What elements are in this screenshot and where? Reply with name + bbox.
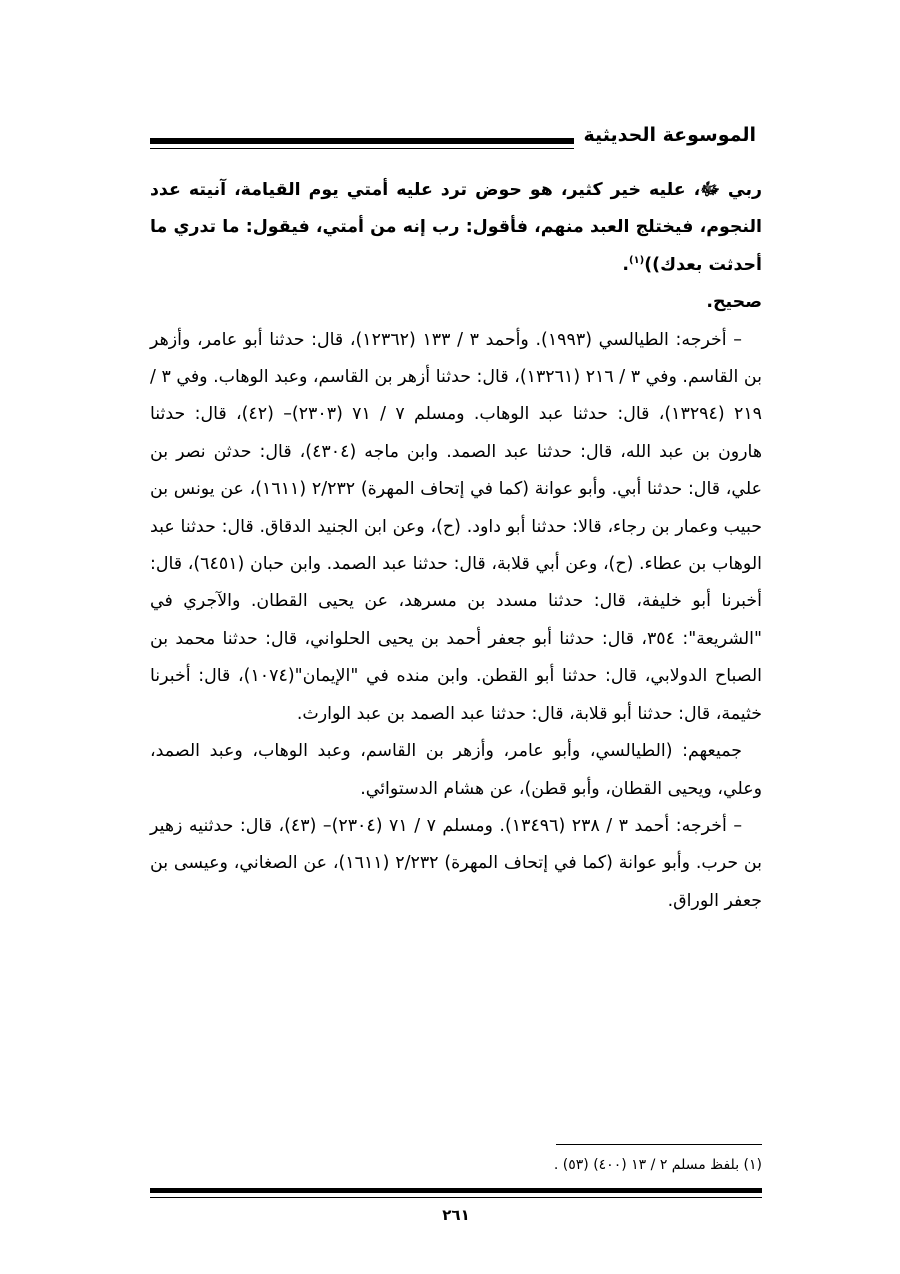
footer-rule-thick	[150, 1188, 762, 1193]
footnote: (١) بلفظ مسلم ٢ / ١٣ (٤٠٠) (٥٣) .	[553, 1157, 762, 1173]
document-page	[150, 0, 762, 1274]
footer-rule-thin	[150, 1197, 762, 1198]
footnote-separator	[556, 1144, 762, 1145]
hadith-line-3: أحدثت بعدك))	[644, 254, 762, 275]
takhrij-paragraph-1: – أخرجه: الطيالسي (١٩٩٣). وأحمد ٣ / ١٣٣ (١٢٣٦٢)، قال: حدثنا أبو عامر، وأزهر بن القاسم. وفي ٣ / ٢١٦ (١٣٢٦١)، قال: حدثنا أزهر بن القاسم، وعبد الوهاب. وفي ٣ / ٢١٩ (١٣٢٩٤)، قال: حدثنا عبد الوهاب. ومسلم ٧ / ٧١ (٢٣٠٣)– (٤٢)، قال: حدثنا هارون بن عبد الله، قال: حدثنا عبد الصمد. وابن ماجه (٤٣٠٤)، قال: حدثن نصر بن علي، قال: حدثنا أبي. وأبو عوانة (كما في إتحاف المهرة) ٢/٢٣٢ (١٦١١)، عن يونس بن حبيب وعمار بن رجاء، قالا: حدثنا أبو داود. (ح)، وعن ابن الجنيد الدقاق. قال: حدثنا عبد الوهاب بن عطاء. (ح)، وعن أبي قلابة، قال: حدثنا عبد الصمد. وابن حبان (٦٤٥١)، قال: أخبرنا أبو خليفة، قال: حدثنا مسدد بن مسرهد، عن يحيى القطان. والآجري في "الشريعة": ٣٥٤، قال: حدثنا أبو جعفر أحمد بن يحيى الحلواني، قال: حدثنا محمد بن الصباح الدولابي، قال: حدثنا أبو القطن. وابن منده في "الإيمان"(١٠٧٤)، قال: أخبرنا خثيمة، قال: حدثنا أبو قلابة، قال: حدثنا عبد الصمد بن عبد الوارث.	[150, 329, 763, 724]
header-title: الموسوعة الحديثية	[574, 120, 763, 150]
hadith-line-2: النجوم، فيختلج العبد منهم، فأقول: رب إنه من أمتي، فيقول: ما تدري ما	[150, 217, 762, 238]
page-header	[150, 118, 762, 158]
hadith-end: .	[622, 254, 629, 275]
hadith-grade: صحيح.	[706, 292, 762, 313]
hadith-line-1: ربي ﷻ، عليه خير كثير، هو حوض ترد عليه أمتي يوم القيامة، آنيته عدد	[150, 180, 762, 200]
hadith-text	[150, 172, 762, 284]
takhrij-paragraph-3: – أخرجه: أحمد ٣ / ٢٣٨ (١٣٤٩٦). ومسلم ٧ / ٧١ (٢٣٠٤)– (٤٣)، قال: حدثنيه زهير بن حرب. وأبو عوانة (كما في إتحاف المهرة) ٢/٢٣٢ (١٦١١)، عن الصغاني، وعيسى بن جعفر الوراق.	[150, 815, 762, 911]
footnote-marker[interactable]: (١)	[628, 255, 645, 267]
takhrij-paragraph-2: جميعهم: (الطيالسي، وأبو عامر، وأزهر بن القاسم، وعبد الوهاب، وعبد الصمد، وعلي، ويحيى القطان، وأبو قطن)، عن هشام الدستوائي.	[150, 741, 762, 799]
header-left-bar	[150, 138, 198, 144]
main-text	[150, 172, 762, 920]
page-number: ٢٦١	[442, 1206, 470, 1224]
